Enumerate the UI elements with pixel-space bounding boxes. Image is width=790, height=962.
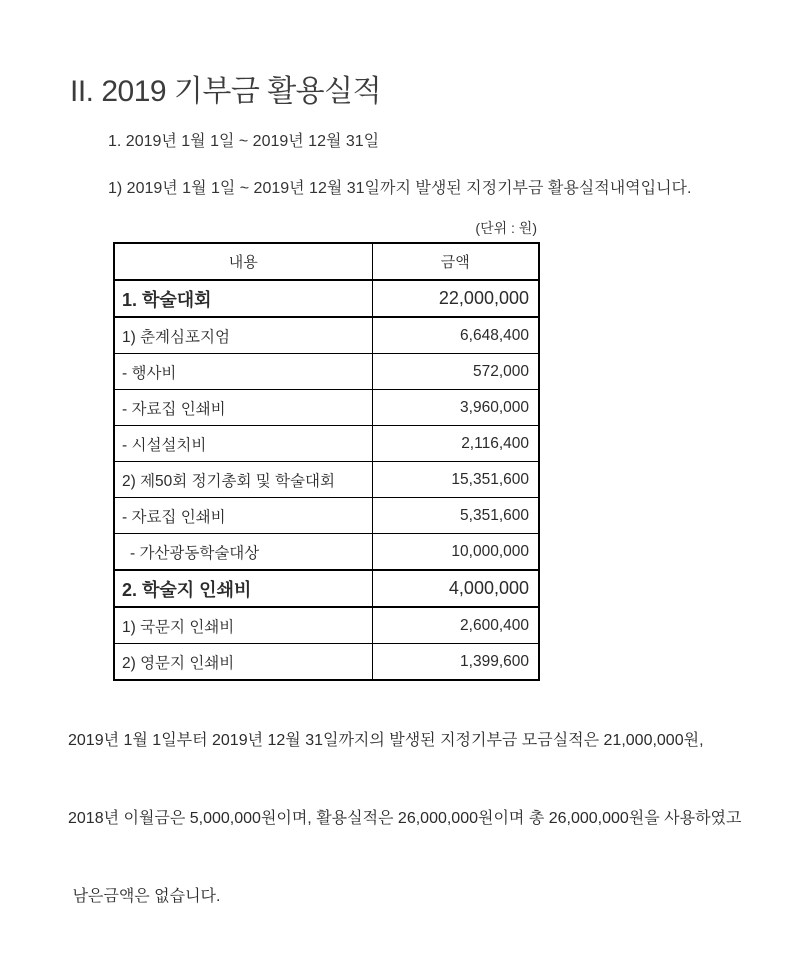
row-label: 2. 학술지 인쇄비 bbox=[114, 570, 372, 607]
summary-paragraph bbox=[68, 676, 768, 962]
table-row bbox=[114, 570, 539, 607]
row-label: 1) 국문지 인쇄비 bbox=[114, 607, 372, 644]
row-label: - 행사비 bbox=[114, 354, 372, 390]
row-amount: 15,351,600 bbox=[372, 462, 539, 498]
row-label: - 자료집 인쇄비 bbox=[114, 498, 372, 534]
table-row bbox=[114, 644, 539, 681]
row-amount: 2,116,400 bbox=[372, 426, 539, 462]
page-title: II. 2019 기부금 활용실적 bbox=[70, 75, 382, 109]
table-row bbox=[114, 426, 539, 462]
row-label: - 가산광동학술대상 bbox=[114, 534, 372, 571]
table-row bbox=[114, 607, 539, 644]
row-amount: 1,399,600 bbox=[372, 644, 539, 681]
row-label: - 자료집 인쇄비 bbox=[114, 390, 372, 426]
row-amount: 6,648,400 bbox=[372, 317, 539, 354]
unit-label: (단위 : 원) bbox=[475, 220, 537, 236]
row-amount: 4,000,000 bbox=[372, 570, 539, 607]
row-amount: 572,000 bbox=[372, 354, 539, 390]
summary-line: 2019년 1월 1일부터 2019년 12월 31일까지의 발생된 지정기부금 모금실적은 21,000,000원, bbox=[68, 732, 704, 749]
row-label: 1. 학술대회 bbox=[114, 280, 372, 317]
table-row bbox=[114, 498, 539, 534]
donation-usage-table bbox=[113, 242, 540, 681]
row-label: 2) 영문지 인쇄비 bbox=[114, 644, 372, 681]
donation-table-body bbox=[114, 280, 539, 680]
report-period-text: 1. 2019년 1월 1일 ~ 2019년 12월 31일 bbox=[108, 133, 380, 150]
row-amount: 5,351,600 bbox=[372, 498, 539, 534]
table-header-row bbox=[114, 243, 539, 280]
table-row bbox=[114, 317, 539, 354]
summary-line: 남은금액은 없습니다. bbox=[68, 888, 221, 905]
row-amount: 22,000,000 bbox=[372, 280, 539, 317]
column-header-amount: 금액 bbox=[372, 243, 539, 280]
row-amount: 2,600,400 bbox=[372, 607, 539, 644]
row-label: - 시설설치비 bbox=[114, 426, 372, 462]
row-amount: 3,960,000 bbox=[372, 390, 539, 426]
row-amount: 10,000,000 bbox=[372, 534, 539, 571]
summary-line: 2018년 이월금은 5,000,000원이며, 활용실적은 26,000,000원이며 총 26,000,000원을 사용하였고 bbox=[68, 810, 742, 827]
table-row bbox=[114, 462, 539, 498]
table-row bbox=[114, 534, 539, 571]
row-label: 2) 제50회 정기총회 및 학술대회 bbox=[114, 462, 372, 498]
row-label: 1) 춘계심포지엄 bbox=[114, 317, 372, 354]
report-description-text: 1) 2019년 1월 1일 ~ 2019년 12월 31일까지 발생된 지정기부금 활용실적내역입니다. bbox=[108, 180, 692, 197]
column-header-content: 내용 bbox=[114, 243, 372, 280]
table-row bbox=[114, 354, 539, 390]
table-row bbox=[114, 390, 539, 426]
table-row bbox=[114, 280, 539, 317]
